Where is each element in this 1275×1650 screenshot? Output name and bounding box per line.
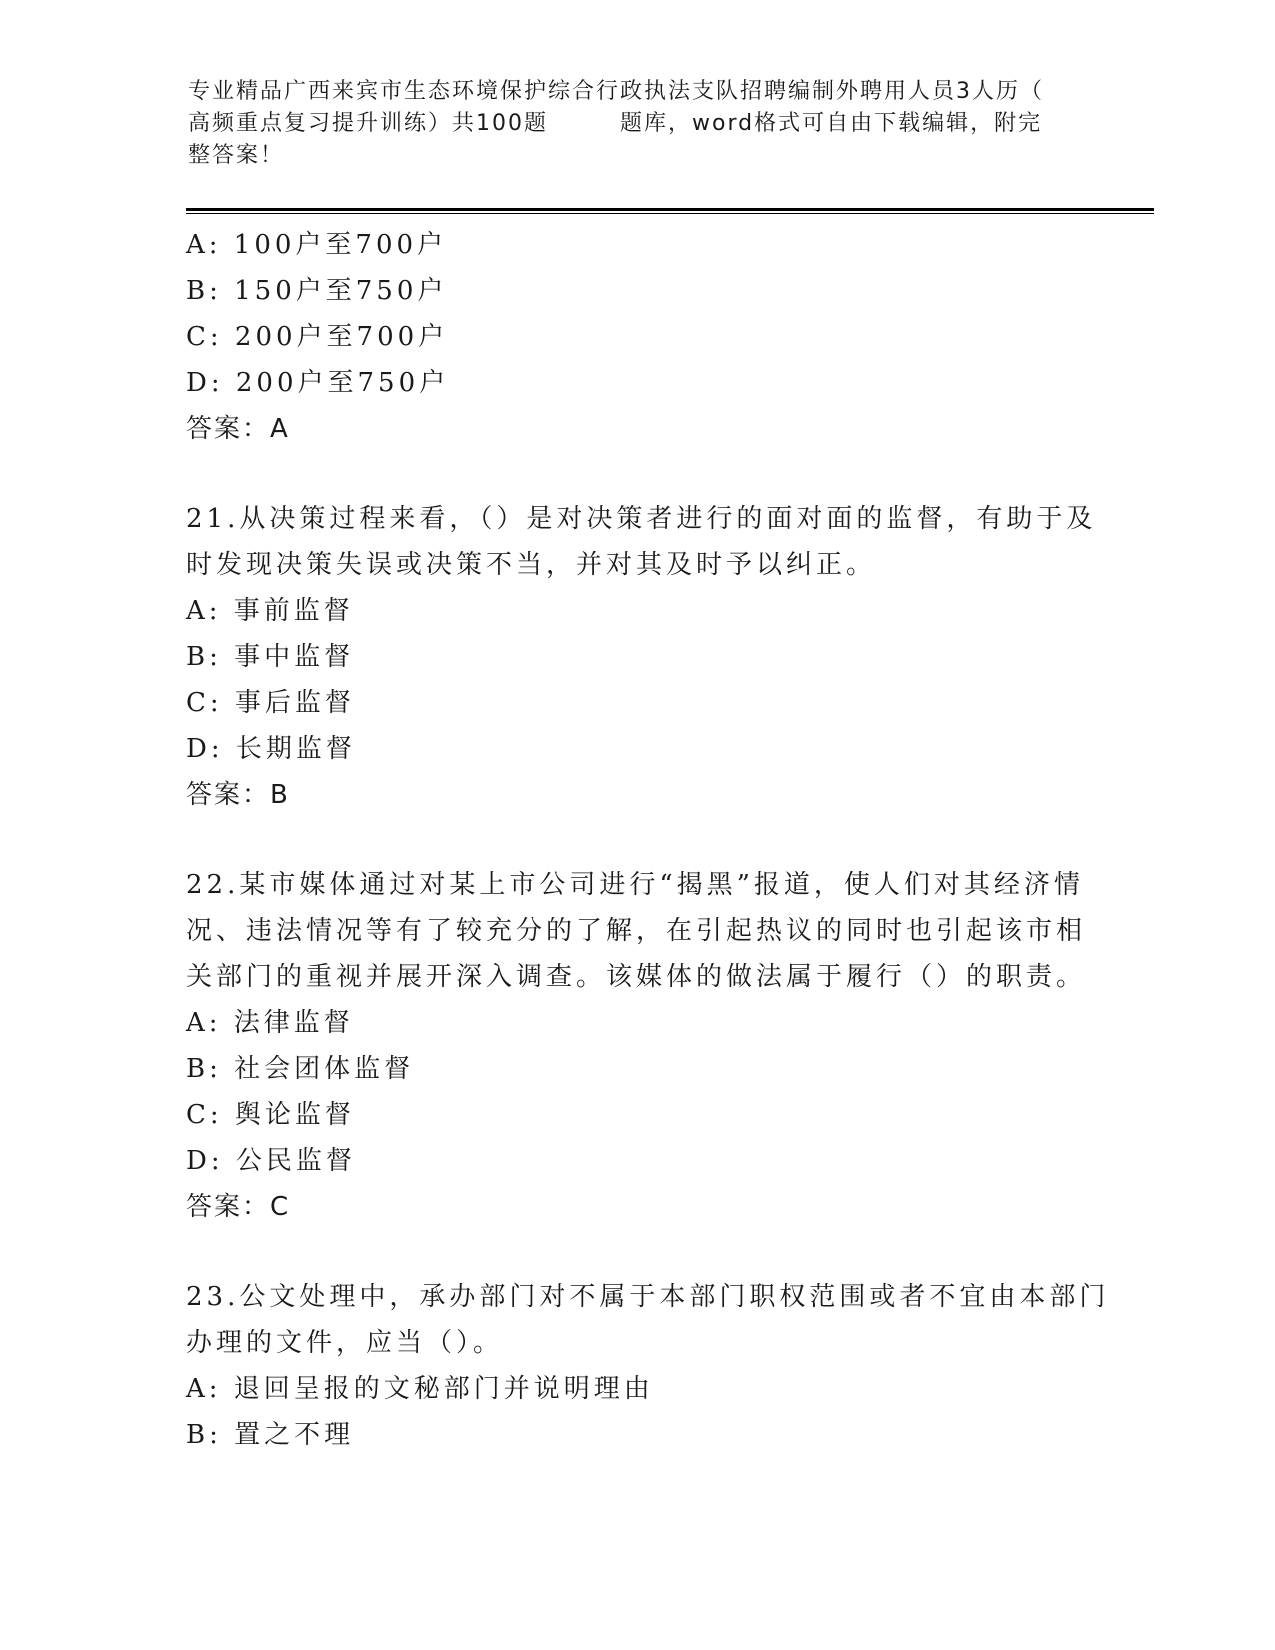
- option-d: D: 长期监督: [186, 734, 356, 764]
- option-a: A: 退回呈报的文秘部门并说明理由: [186, 1374, 654, 1404]
- option-b: B: 事中监督: [186, 642, 355, 672]
- document-header: [188, 76, 1078, 172]
- option-b: B: 置之不理: [186, 1420, 355, 1450]
- option-c: C: 舆论监督: [186, 1100, 355, 1130]
- option-a: A: 法律监督: [186, 1008, 354, 1038]
- option-c: C: 200户至700户: [186, 322, 449, 352]
- question-22: [186, 862, 1086, 1230]
- option-c: C: 事后监督: [186, 688, 355, 718]
- answer: 答案：B: [186, 780, 290, 810]
- question-stem: 关部门的重视并展开深入调查。该媒体的做法属于履行（）的职责。: [186, 962, 1087, 992]
- option-b: B: 150户至750户: [186, 276, 448, 306]
- option-d: D: 公民监督: [186, 1146, 356, 1176]
- header-line: 高频重点复习提升训练）共100题 题库，word格式可自由下载编辑，附完: [188, 111, 1043, 136]
- question-stem: 21.从决策过程来看，（）是对决策者进行的面对面的监督，有助于及: [186, 504, 1097, 534]
- question-20-continued: [186, 222, 1086, 452]
- answer: 答案：C: [186, 1192, 291, 1222]
- question-stem: 22.某市媒体通过对某上市公司进行“揭黑”报道，使人们对其经济情: [186, 870, 1084, 900]
- question-stem: 时发现决策失误或决策不当，并对其及时予以纠正。: [186, 550, 877, 580]
- header-divider: [186, 208, 1154, 214]
- question-stem: 况、违法情况等有了较充分的了解，在引起热议的同时也引起该市相: [186, 916, 1087, 946]
- option-a: A: 100户至700户: [186, 230, 448, 260]
- question-23: [186, 1274, 1110, 1458]
- header-line: 专业精品广西来宾市生态环境保护综合行政执法支队招聘编制外聘用人员3人历（: [188, 79, 1044, 104]
- question-list: [186, 222, 1110, 1458]
- header-line: 整答案！: [188, 143, 285, 168]
- divider-thick: [186, 208, 1154, 211]
- answer: 答案：A: [186, 414, 290, 444]
- option-d: D: 200户至750户: [186, 368, 450, 398]
- question-stem: 23.公文处理中，承办部门对不属于本部门职权范围或者不宜由本部门: [186, 1282, 1110, 1312]
- divider-thin: [186, 213, 1154, 214]
- option-b: B: 社会团体监督: [186, 1054, 415, 1084]
- option-a: A: 事前监督: [186, 596, 354, 626]
- question-stem: 办理的文件，应当（）。: [186, 1328, 504, 1358]
- question-21: [186, 496, 1097, 818]
